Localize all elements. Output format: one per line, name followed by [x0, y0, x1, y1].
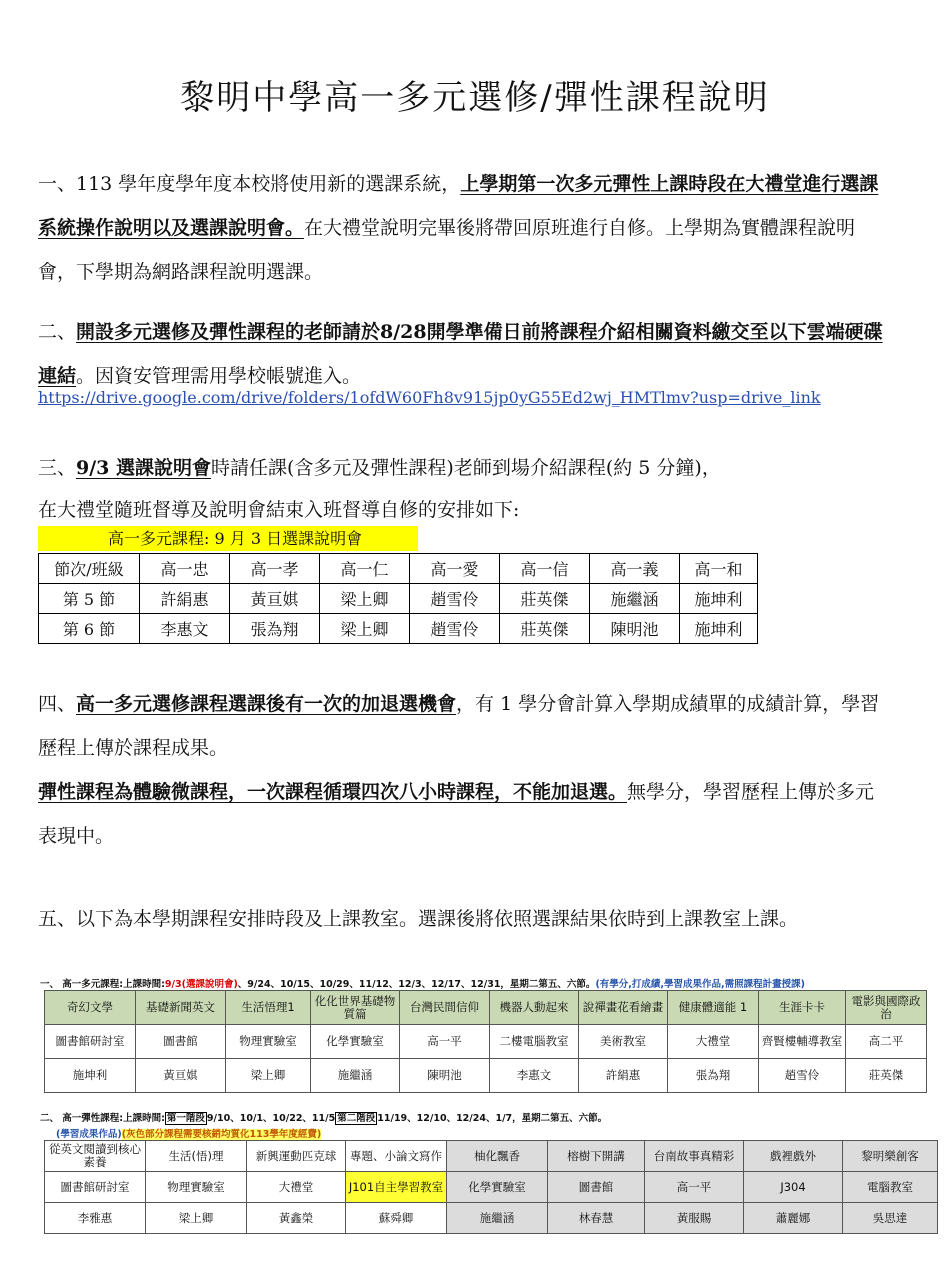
table-cell: 莊英傑 [500, 614, 590, 644]
multi-course-table [44, 990, 927, 1093]
table-cell: 齊賢樓輔導教室 [759, 1025, 846, 1059]
table-cell: 施坤利 [45, 1059, 136, 1093]
table-cell: 莊英傑 [846, 1059, 927, 1093]
table-cell: 美術教室 [579, 1025, 668, 1059]
table-cell: 施坤利 [680, 584, 758, 614]
table-cell: 圖書館 [136, 1025, 226, 1059]
flex-course-heading [40, 1110, 607, 1124]
table-cell: 第 5 節 [39, 584, 140, 614]
course-row [45, 991, 927, 1025]
table-cell: 蕭麗娜 [744, 1203, 843, 1234]
section-5: 五、以下為本學期課程安排時段及上課教室。選課後將依照選課結果依時到上課教室上課。 [38, 908, 799, 930]
table-cell: 許絹惠 [579, 1059, 668, 1093]
table-cell: 說禪畫花看繪畫 [579, 991, 668, 1025]
table-cell: 高一愛 [410, 554, 500, 584]
table-cell: 物理實驗室 [146, 1172, 247, 1203]
room-row [45, 1172, 938, 1203]
teacher-row [45, 1059, 927, 1093]
multi-course-heading [40, 976, 805, 990]
table-cell: 基礎新聞英文 [136, 991, 226, 1025]
course-row [45, 1141, 938, 1172]
table-cell: 高一義 [590, 554, 680, 584]
flex-heading-f: (學習成果作品) [56, 1129, 122, 1140]
table-cell: 陳明池 [590, 614, 680, 644]
table-cell: 趙雪伶 [759, 1059, 846, 1093]
table-cell: 化化世界基礎物質篇 [311, 991, 400, 1025]
table-cell: J101自主學習教室 [346, 1172, 447, 1203]
table-cell: 趙雪伶 [410, 584, 500, 614]
table-cell: 物理實驗室 [226, 1025, 311, 1059]
highlight-banner: 高一多元課程: 9 月 3 日選課說明會 [38, 526, 418, 551]
table-cell: 張為翔 [668, 1059, 759, 1093]
flex-heading-e: 11/19、12/10、12/24、1/7，星期二第五、六節。 [377, 1113, 608, 1124]
table-cell: 生涯卡卡 [759, 991, 846, 1025]
section-1-tail: 在大禮堂說明完畢後將帶回原班進行自修。上學期為實體課程說明會，下學期為網路課程說明選課。 [38, 217, 856, 283]
section-2-lead: 二、 [38, 321, 77, 343]
table-cell: 黃服賜 [645, 1203, 744, 1234]
table-cell: 李惠文 [140, 614, 230, 644]
section-4-bold-2: 彈性課程為體驗微課程，一次課程循環四次八小時課程，不能加退選。 [38, 781, 628, 803]
table-cell: 施繼涵 [590, 584, 680, 614]
page-title: 黎明中學高一多元選修/彈性課程說明 [180, 78, 770, 118]
section-1 [38, 162, 888, 294]
multi-heading-a: 一、 高一多元課程:上課時間: [40, 979, 165, 990]
table-cell: 黎明樂創客 [843, 1141, 938, 1172]
table-cell: 專題、小論文寫作 [346, 1141, 447, 1172]
table-cell: 張為翔 [230, 614, 320, 644]
section-4-tail-2: 無學分，學習歷程上傳於多元表現中。 [38, 781, 875, 847]
section-4-bold-1: 高一多元選修課程選課後有一次的加退選機會 [76, 693, 457, 715]
flex-heading-d: 第二階段 [337, 1113, 376, 1124]
multi-heading-d: (有學分,打成績,學習成果作品,需照課程計畫授課) [595, 979, 805, 990]
section-2-bold: 開設多元選修及彈性課程的老師請於8/28開學準備日前將課程介紹相關資料繳交至以下雲端硬碟連結 [38, 321, 883, 387]
table-cell: 台南故事真精彩 [645, 1141, 744, 1172]
table-cell: 榕樹下開講 [548, 1141, 645, 1172]
table-cell: 黃鑫榮 [247, 1203, 346, 1234]
table-cell: 化學實驗室 [311, 1025, 400, 1059]
table-cell: 機器人動起來 [490, 991, 579, 1025]
table-cell: 施繼涵 [311, 1059, 400, 1093]
flex-heading-a: 二、 高一彈性課程:上課時間: [40, 1113, 165, 1124]
table-cell: 從英文閱讀到核心素養 [45, 1141, 146, 1172]
table-cell: 奇幻文學 [45, 991, 136, 1025]
section-4-tail-1: ，有 1 學分會計算入學期成績單的成績計算，學習歷程上傳於課程成果。 [38, 693, 880, 759]
teacher-row [45, 1203, 938, 1234]
section-3 [38, 446, 888, 490]
multi-heading-b: 9/3(選課說明會) [164, 979, 238, 990]
table-cell: 大禮堂 [247, 1172, 346, 1203]
table-cell: 施坤利 [680, 614, 758, 644]
flex-course-subheading [56, 1126, 321, 1140]
table-cell: 陳明池 [400, 1059, 490, 1093]
table-cell: 李雅惠 [45, 1203, 146, 1234]
table-cell: 圖書館研討室 [45, 1172, 146, 1203]
table-cell: 莊英傑 [500, 584, 590, 614]
table-cell: 高一孝 [230, 554, 320, 584]
table-cell: 高一和 [680, 554, 758, 584]
section-4-lead: 四、 [38, 693, 77, 715]
table-cell: 施繼涵 [447, 1203, 548, 1234]
table-cell: 李惠文 [490, 1059, 579, 1093]
flex-course-table [44, 1140, 938, 1234]
table-cell: J304 [744, 1172, 843, 1203]
table-cell: 梁上卿 [146, 1203, 247, 1234]
table-cell: 圖書館 [548, 1172, 645, 1203]
table-cell: 黃亘娸 [230, 584, 320, 614]
table-cell: 生活悟理1 [226, 991, 311, 1025]
table-cell: 節次/班級 [39, 554, 140, 584]
table-cell: 第 6 節 [39, 614, 140, 644]
section-3-tail: 時請任課(含多元及彈性課程)老師到場介紹課程(約 5 分鐘)， [211, 457, 721, 479]
table-cell: 高一平 [645, 1172, 744, 1203]
table-cell: 化學實驗室 [447, 1172, 548, 1203]
table-cell: 梁上卿 [320, 614, 410, 644]
table-cell: 黃亘娸 [136, 1059, 226, 1093]
table-cell: 許絹惠 [140, 584, 230, 614]
section-3-bold: 9/3 選課說明會 [76, 457, 212, 479]
table-cell: 生活(悟)理 [146, 1141, 247, 1172]
table-header-row [39, 554, 758, 584]
table-cell: 高一仁 [320, 554, 410, 584]
table-cell: 健康體適能 1 [668, 991, 759, 1025]
section-1-bold: 上學期第一次多元彈性上課時段在大禮堂進行選課系統操作說明以及選課說明會。 [38, 173, 879, 239]
section-3-lead: 三、 [38, 457, 77, 479]
section-2 [38, 310, 888, 398]
table-row [39, 614, 758, 644]
table-cell: 高二平 [846, 1025, 927, 1059]
drive-link[interactable]: https://drive.google.com/drive/folders/1ofdW60Fh8v915jp0yG55Ed2wj_HMTlmv?usp=drive_link [38, 388, 821, 407]
table-cell: 梁上卿 [226, 1059, 311, 1093]
flex-heading-c: 9/10、10/1、10/22、11/5 [206, 1113, 336, 1124]
table-row [39, 584, 758, 614]
flex-heading-g: (灰色部分課程需要核銷均質化113學年度經費) [121, 1129, 322, 1140]
multi-heading-c: 、9/24、10/15、10/29、11/12、12/3、12/17、12/31，星期二第五、六節。 [237, 979, 596, 990]
section-4 [38, 682, 888, 858]
table-cell: 吳思達 [843, 1203, 938, 1234]
table-cell: 趙雪伶 [410, 614, 500, 644]
table-cell: 二樓電腦教室 [490, 1025, 579, 1059]
table-cell: 電影與國際政治 [846, 991, 927, 1025]
table-cell: 大禮堂 [668, 1025, 759, 1059]
supervision-table [38, 553, 758, 644]
table-cell: 蘇舜卿 [346, 1203, 447, 1234]
section-2-tail: 。因資安管理需用學校帳號進入。 [76, 365, 362, 387]
table-cell: 柚化飄香 [447, 1141, 548, 1172]
section-3-line2: 在大禮堂隨班督導及說明會結束入班督導自修的安排如下: [38, 499, 520, 521]
table-cell: 高一忠 [140, 554, 230, 584]
table-cell: 梁上卿 [320, 584, 410, 614]
room-row [45, 1025, 927, 1059]
section-1-lead: 一、113 學年度學年度本校將使用新的選課系統， [38, 173, 461, 195]
table-cell: 林春慧 [548, 1203, 645, 1234]
table-cell: 電腦教室 [843, 1172, 938, 1203]
table-cell: 戲裡戲外 [744, 1141, 843, 1172]
table-cell: 圖書館研討室 [45, 1025, 136, 1059]
flex-heading-b: 第一階段 [166, 1113, 205, 1124]
table-cell: 台灣民間信仰 [400, 991, 490, 1025]
table-cell: 新興運動匹克球 [247, 1141, 346, 1172]
table-cell: 高一平 [400, 1025, 490, 1059]
table-cell: 高一信 [500, 554, 590, 584]
